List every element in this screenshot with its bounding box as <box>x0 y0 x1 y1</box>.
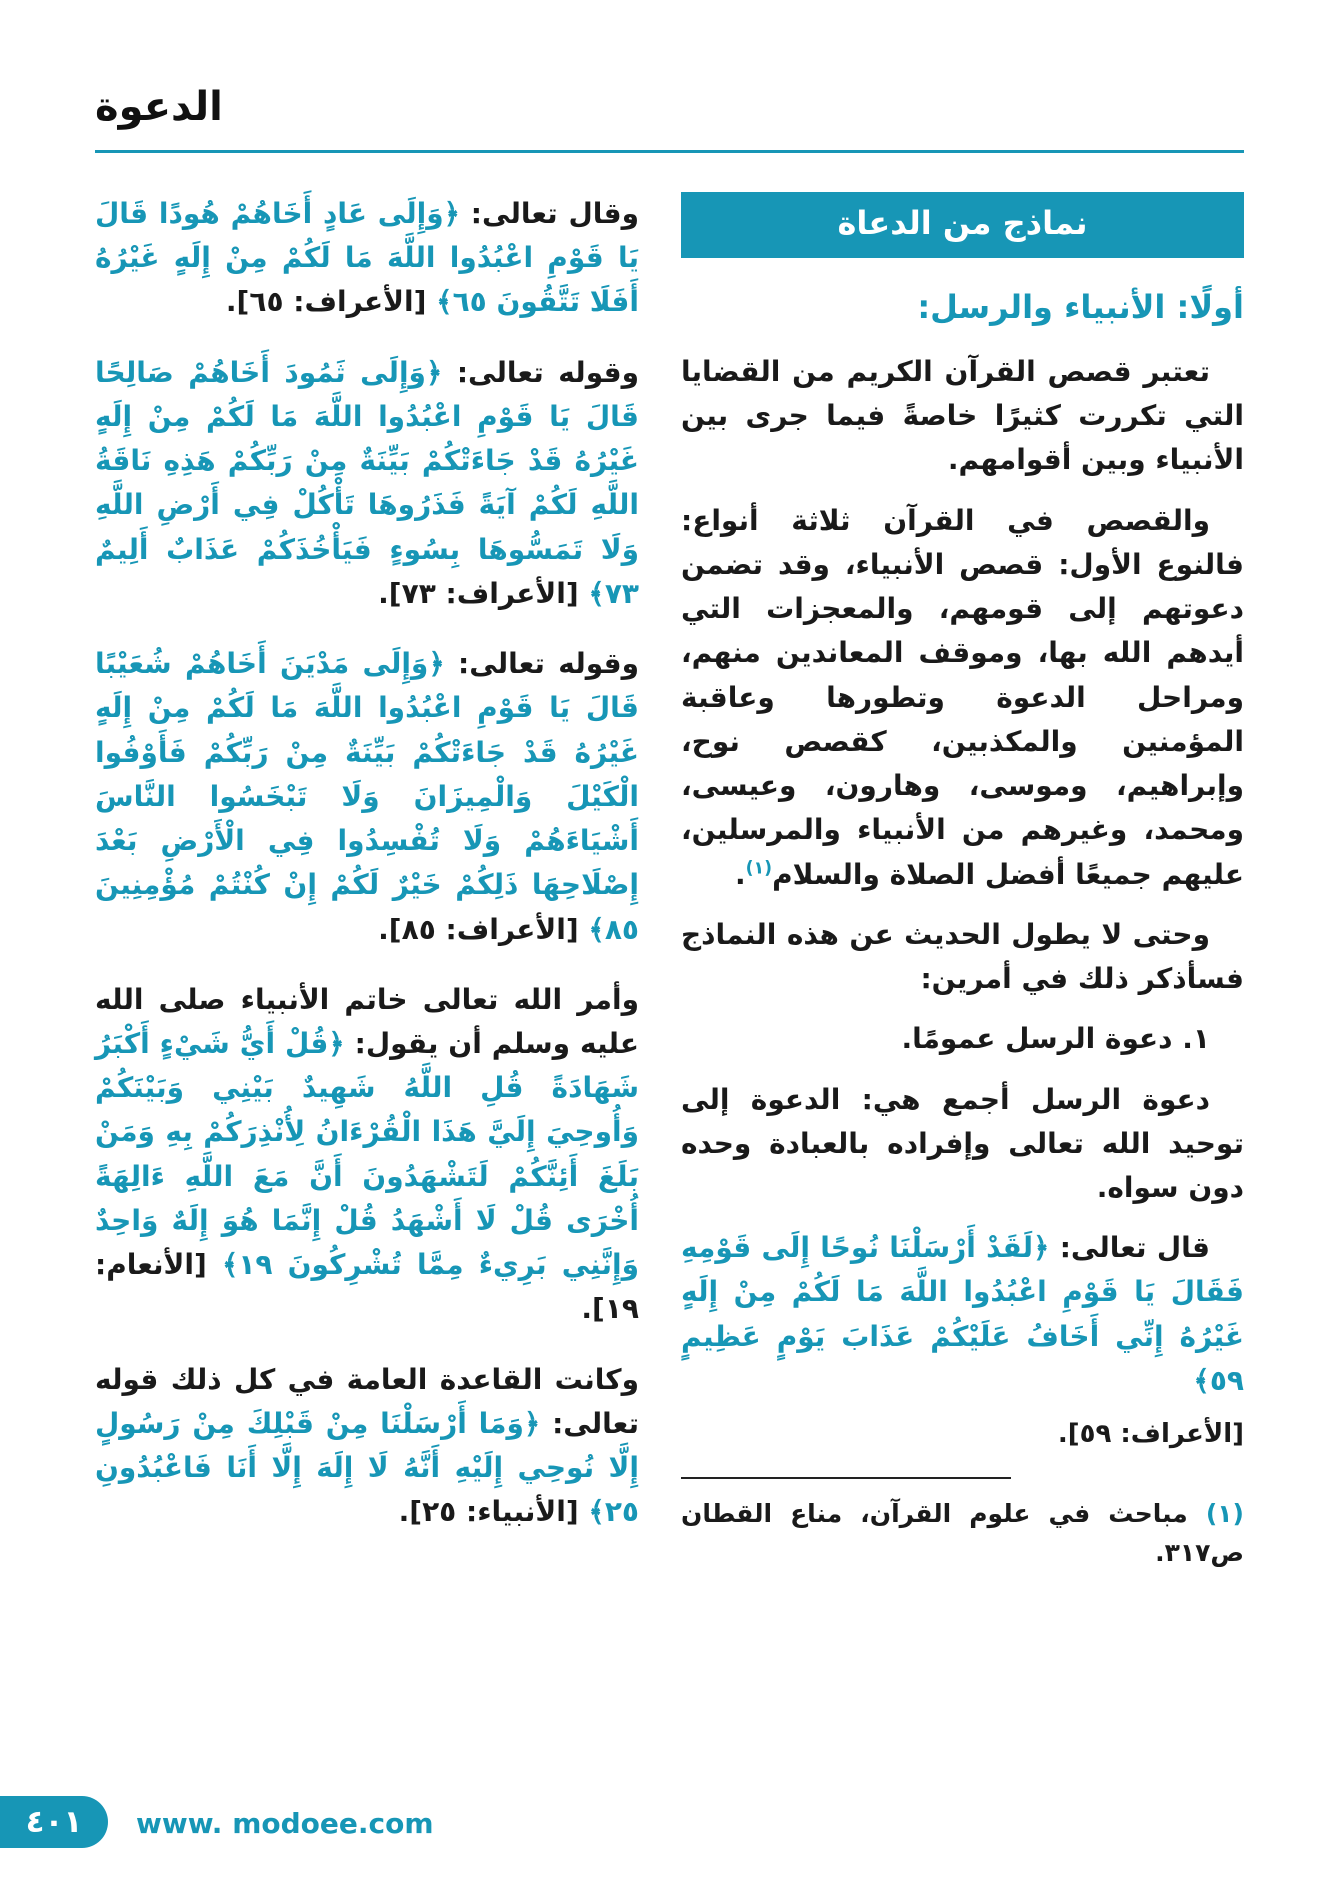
footnote-marker: (١) <box>1205 1499 1244 1529</box>
paragraph-text: والقصص في القرآن ثلاثة أنواع: فالنوع الأول: قصص الأنبياء، وقد تضمن دعوتهم إلى قومهم، والمعجزات التي أيدهم الله بها، وموقف المعاندين منهم، ومراحل الدعوة وتطورها وعاقبة المؤمنين والمكذبين، كقصص نوح، وإبراهيم، وموسى، وهارون، وعيسى، ومحمد، وغيرهم من الأنبياء والمرسلين، عليهم جميعًا أفضل الصلاة والسلام <box>681 503 1244 891</box>
page-number-badge: ٤٠١ <box>0 1796 108 1848</box>
verse-block <box>95 642 639 952</box>
page-header-title: الدعوة <box>95 84 223 130</box>
verse-block <box>95 1358 639 1535</box>
verse-reference: [الأعراف: ٥٩]. <box>1057 1419 1244 1450</box>
quran-verse: ﴿قُلْ أَيُّ شَيْءٍ أَكْبَرُ شَهَادَةً قُلِ اللَّهُ شَهِيدٌ بَيْنِي وَبَيْنَكُمْ وَأُوحِيَ إِلَيَّ هَذَا الْقُرْءَانُ لِأُنْذِرَكُمْ بِهِ وَمَنْ بَلَغَ أَئِنَّكُمْ لَتَشْهَدُونَ أَنَّ مَعَ اللَّهِ ءَالِهَةً أُخْرَى قُلْ لَا أَشْهَدُ قُلْ إِنَّمَا هُوَ إِلَهٌ وَاحِدٌ وَإِنَّنِي بَرِيءٌ مِمَّا تُشْرِكُونَ ١٩﴾ <box>95 1026 639 1282</box>
paragraph: تعتبر قصص القرآن الكريم من القضايا التي تكررت كثيرًا خاصةً فيما جرى بين الأنبياء وبين أقوامهم. <box>681 355 1244 477</box>
quote-intro: وقوله تعالى: <box>442 355 639 389</box>
quote-intro: قال تعالى: <box>1049 1231 1210 1265</box>
section-banner: نماذج من الدعاة <box>681 192 1244 258</box>
quran-quote <box>681 1226 1244 1403</box>
verse-block <box>95 192 639 325</box>
column-left <box>95 192 639 1573</box>
inline-footnote-marker: (١) <box>745 858 773 879</box>
paragraph: دعوة الرسل أجمع هي: الدعوة إلى توحيد الله تعالى وإفراده بالعبادة وحده دون سواه. <box>681 1082 1244 1204</box>
quran-verse: ﴿وَإِلَى ثَمُودَ أَخَاهُمْ صَالِحًا قَالَ يَا قَوْمِ اعْبُدُوا اللَّهَ مَا لَكُمْ مِنْ إِلَهٍ غَيْرُهُ قَدْ جَاءَتْكُمْ بَيِّنَةٌ مِنْ رَبِّكُمْ هَذِهِ نَاقَةُ اللَّهِ لَكُمْ آيَةً فَذَرُوهَا تَأْكُلْ فِي أَرْضِ اللَّهِ وَلَا تَمَسُّوهَا بِسُوءٍ فَيَأْخُذَكُمْ عَذَابٌ أَلِيمٌ ٧٣﴾ <box>95 355 639 610</box>
column-right <box>681 192 1244 1573</box>
section-heading: أولًا: الأنبياء والرسل: <box>917 288 1244 326</box>
numbered-list-item: ١. دعوة الرسل عمومًا. <box>901 1022 1210 1056</box>
verse-reference: [الأعراف: ٧٣]. <box>378 576 579 610</box>
paragraph: وحتى لا يطول الحديث عن هذه النماذج فسأذكر ذلك في أمرين: <box>681 917 1244 996</box>
website-text: www. modoee.com <box>136 1807 434 1840</box>
quote-intro: وقال تعالى: <box>460 197 639 230</box>
verse-reference: [الأنبياء: ٢٥]. <box>398 1495 579 1529</box>
quran-verse: ﴿لَقَدْ أَرْسَلْنَا نُوحًا إِلَى قَوْمِهِ فَقَالَ يَا قَوْمِ اعْبُدُوا اللَّهَ مَا لَكُمْ مِنْ إِلَهٍ غَيْرُهُ إِنِّي أَخَافُ عَلَيْكُمْ عَذَابَ يَوْمٍ عَظِيمٍ ٥٩﴾ <box>681 1231 1244 1397</box>
verse-reference: [الأعراف: ٨٥]. <box>378 912 579 946</box>
footnote <box>681 1495 1244 1573</box>
quran-verse: ﴿وَإِلَى عَادٍ أَخَاهُمْ هُودًا قَالَ يَا قَوْمِ اعْبُدُوا اللَّهَ مَا لَكُمْ مِنْ إِلَهٍ غَيْرُهُ أَفَلَا تَتَّقُونَ ٦٥﴾ <box>95 197 639 319</box>
header-divider <box>95 150 1244 153</box>
verse-block <box>95 978 639 1332</box>
footnote-divider <box>681 1477 1011 1479</box>
quote-intro: وكانت القاعدة العامة في كل ذلك قوله تعالى: <box>95 1362 639 1440</box>
paragraph-text: . <box>734 857 746 891</box>
verse-block <box>95 351 639 616</box>
footnote-text: مباحث في علوم القرآن، مناع القطان ص٣١٧. <box>681 1499 1244 1567</box>
verse-reference: [الأنعام: ١٩]. <box>95 1248 639 1326</box>
quran-verse: ﴿وَمَا أَرْسَلْنَا مِنْ قَبْلِكَ مِنْ رَسُولٍ إِلَّا نُوحِي إِلَيْهِ أَنَّهُ لَا إِلَهَ إِلَّا أَنَا فَاعْبُدُونِ ٢٥﴾ <box>95 1406 639 1529</box>
quran-verse: ﴿وَإِلَى مَدْيَنَ أَخَاهُمْ شُعَيْبًا قَالَ يَا قَوْمِ اعْبُدُوا اللَّهَ مَا لَكُمْ مِنْ إِلَهٍ غَيْرُهُ قَدْ جَاءَتْكُمْ بَيِّنَةٌ مِنْ رَبِّكُمْ فَأَوْفُوا الْكَيْلَ وَالْمِيزَانَ وَلَا تَبْخَسُوا النَّاسَ أَشْيَاءَهُمْ وَلَا تُفْسِدُوا فِي الْأَرْضِ بَعْدَ إِصْلَاحِهَا ذَلِكُمْ خَيْرٌ لَكُمْ إِنْ كُنْتُمْ مُؤْمِنِينَ ٨٥﴾ <box>95 647 639 946</box>
quote-intro: وأمر الله تعالى خاتم الأنبياء صلى الله عليه وسلم أن يقول: <box>95 982 639 1060</box>
paragraph <box>681 499 1244 897</box>
content-columns <box>95 192 1244 1573</box>
verse-reference: [الأعراف: ٦٥]. <box>225 285 427 319</box>
quote-intro: وقوله تعالى: <box>444 647 640 681</box>
